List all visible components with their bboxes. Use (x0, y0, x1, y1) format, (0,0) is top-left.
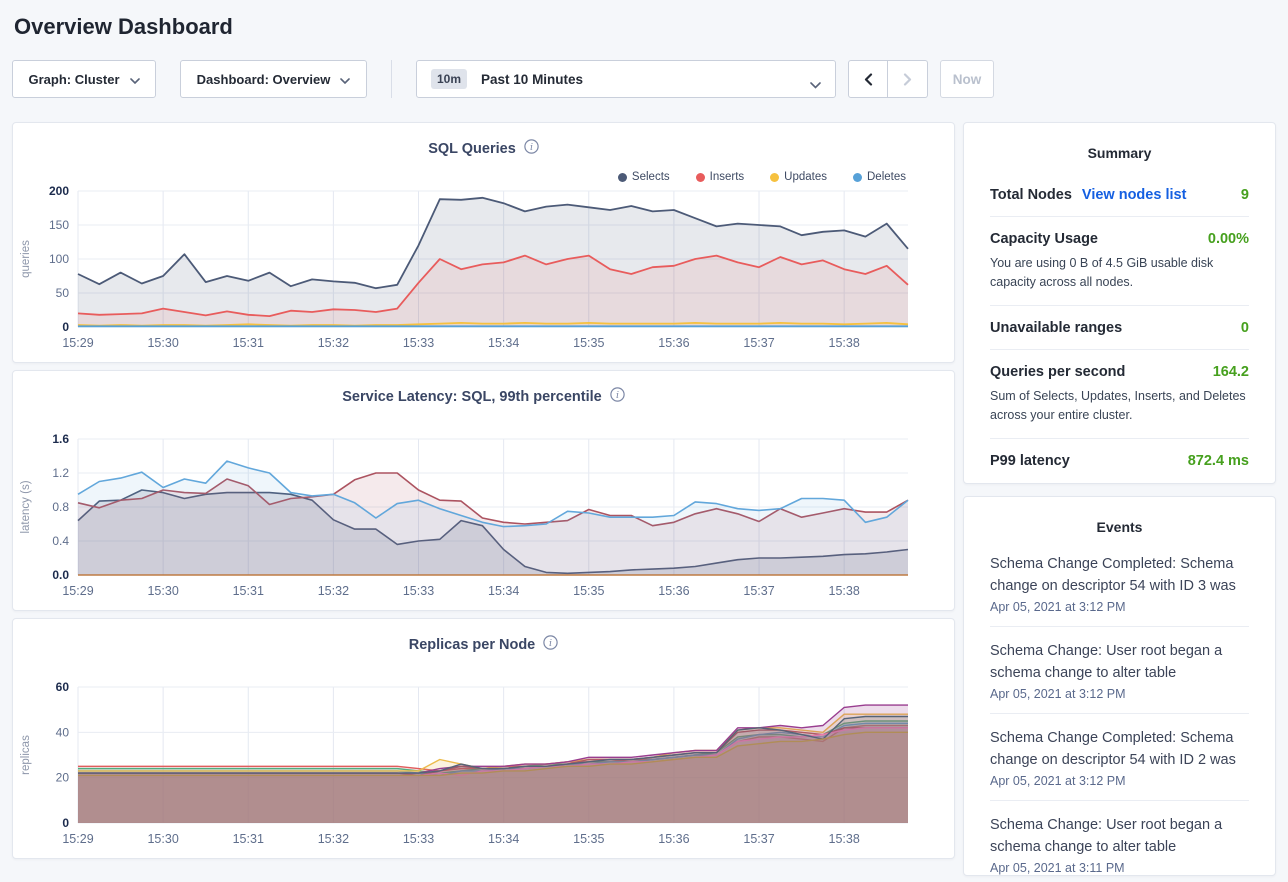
legend-item-inserts (696, 171, 745, 183)
legend-item-updates (770, 171, 827, 183)
summary-label: P99 latency (990, 453, 1070, 469)
chevron-down-icon (130, 72, 140, 87)
svg-text:15:31: 15:31 (232, 336, 264, 350)
summary-label: Unavailable ranges (990, 320, 1123, 336)
svg-text:50: 50 (55, 286, 69, 300)
summary-value: 164.2 (1212, 364, 1249, 380)
chart-legend (13, 169, 906, 185)
svg-text:200: 200 (48, 185, 69, 198)
event-timestamp: Apr 05, 2021 at 3:12 PM (990, 687, 1126, 701)
chevron-down-icon (810, 77, 821, 92)
svg-text:15:30: 15:30 (147, 832, 179, 846)
svg-text:15:34: 15:34 (488, 584, 520, 598)
dashboard-dropdown[interactable] (180, 60, 367, 98)
legend-label: Updates (784, 171, 827, 183)
svg-text:15:30: 15:30 (147, 336, 179, 350)
summary-description: You are using 0 B of 4.5 GiB usable disk capacity across all nodes. (990, 256, 1214, 289)
view-nodes-link[interactable]: View nodes list (1081, 187, 1187, 203)
sidebar (963, 122, 1276, 876)
svg-text:15:35: 15:35 (573, 336, 605, 350)
summary-item-total-nodes (990, 167, 1249, 216)
time-range-badge: 10m (431, 69, 467, 89)
time-range-pager (848, 60, 928, 98)
summary-item-capacity-usage (990, 216, 1249, 305)
summary-value: 0 (1240, 320, 1249, 336)
summary-value: 872.4 ms (1187, 453, 1249, 469)
svg-text:15:38: 15:38 (828, 832, 860, 846)
summary-title: Summary (1087, 145, 1152, 161)
summary-item-queries-per-second (990, 349, 1249, 438)
svg-text:0.4: 0.4 (52, 534, 69, 548)
charts-column (12, 122, 955, 859)
overview-dashboard-page (0, 14, 1288, 876)
svg-text:15:31: 15:31 (232, 584, 264, 598)
legend-item-deletes (853, 171, 906, 183)
page-title: Overview Dashboard (14, 14, 233, 39)
summary-label: Queries per second (990, 364, 1126, 380)
graph-dropdown-label: Graph: Cluster (28, 71, 120, 87)
chart-title: SQL Queries (428, 141, 516, 157)
replicas-per-node-chart[interactable] (13, 681, 954, 849)
summary-value: 0.00% (1207, 231, 1249, 247)
svg-text:150: 150 (48, 218, 69, 232)
summary-value: 9 (1240, 187, 1249, 203)
svg-text:15:33: 15:33 (402, 336, 435, 350)
summary-item-p99-latency (990, 438, 1249, 482)
event-item[interactable] (990, 541, 1249, 626)
svg-text:i: i (549, 638, 553, 649)
events-panel (963, 496, 1276, 876)
event-timestamp: Apr 05, 2021 at 3:12 PM (990, 600, 1126, 614)
time-range-label: Past 10 Minutes (481, 71, 584, 87)
svg-text:i: i (529, 142, 533, 153)
svg-text:15:37: 15:37 (743, 584, 775, 598)
sql-queries-card (12, 122, 955, 363)
svg-text:latency (s): latency (s) (20, 480, 32, 534)
svg-text:i: i (615, 390, 619, 401)
svg-text:15:29: 15:29 (62, 584, 94, 598)
info-icon[interactable] (543, 635, 558, 655)
svg-text:15:37: 15:37 (743, 336, 775, 350)
svg-text:15:32: 15:32 (317, 832, 350, 846)
chevron-down-icon (340, 72, 350, 87)
event-text: Schema Change Completed: Schema change on descriptor 54 with ID 2 was (990, 730, 1236, 768)
svg-text:0.0: 0.0 (52, 568, 69, 582)
graph-dropdown[interactable] (12, 60, 156, 98)
legend-label: Selects (631, 171, 670, 183)
info-icon[interactable] (610, 387, 625, 407)
svg-text:15:38: 15:38 (828, 336, 860, 350)
now-button[interactable]: Now (940, 60, 994, 98)
svg-text:15:36: 15:36 (658, 584, 690, 598)
svg-text:1.2: 1.2 (52, 466, 69, 480)
svg-text:0: 0 (62, 320, 69, 334)
svg-text:15:32: 15:32 (317, 584, 350, 598)
main-content (12, 122, 1276, 876)
svg-text:15:29: 15:29 (62, 336, 94, 350)
summary-panel (963, 122, 1276, 484)
legend-item-selects (618, 171, 670, 183)
svg-text:15:29: 15:29 (62, 832, 94, 846)
summary-description: Sum of Selects, Updates, Inserts, and Deletes across your entire cluster. (990, 389, 1246, 422)
svg-text:60: 60 (55, 681, 69, 694)
prev-range-button[interactable] (848, 60, 888, 98)
time-range-selector[interactable] (416, 60, 836, 98)
svg-text:15:36: 15:36 (658, 832, 690, 846)
svg-text:15:34: 15:34 (488, 832, 520, 846)
svg-text:15:32: 15:32 (317, 336, 350, 350)
next-range-button[interactable] (888, 60, 928, 98)
legend-dot (853, 173, 862, 182)
service-latency-chart[interactable] (13, 433, 954, 601)
legend-label: Inserts (709, 171, 745, 183)
info-icon[interactable] (524, 139, 539, 159)
svg-text:15:35: 15:35 (573, 584, 605, 598)
svg-text:40: 40 (55, 725, 69, 740)
svg-text:queries: queries (20, 240, 32, 278)
event-item[interactable] (990, 713, 1249, 800)
chart-title: Service Latency: SQL, 99th percentile (342, 389, 602, 405)
replicas-per-node-card (12, 618, 955, 859)
svg-text:15:33: 15:33 (402, 832, 435, 846)
summary-item-unavailable-ranges (990, 305, 1249, 349)
event-item[interactable] (990, 626, 1249, 713)
event-item[interactable] (990, 800, 1249, 876)
events-title: Events (1096, 519, 1143, 535)
svg-text:1.6: 1.6 (52, 433, 69, 446)
svg-text:20: 20 (55, 770, 69, 785)
svg-text:100: 100 (48, 252, 69, 266)
svg-text:15:37: 15:37 (743, 832, 775, 846)
toolbar (12, 60, 1276, 98)
event-timestamp: Apr 05, 2021 at 3:11 PM (990, 861, 1125, 875)
svg-text:15:33: 15:33 (402, 584, 435, 598)
legend-dot (618, 173, 627, 182)
svg-text:15:31: 15:31 (232, 832, 264, 846)
legend-dot (770, 173, 779, 182)
event-timestamp: Apr 05, 2021 at 3:12 PM (990, 774, 1126, 788)
toolbar-divider (391, 60, 392, 98)
event-text: Schema Change: User root began a schema change to alter table (990, 817, 1223, 855)
chart-title: Replicas per Node (408, 637, 536, 653)
sql-queries-chart[interactable] (13, 185, 954, 353)
service-latency-card (12, 370, 955, 611)
svg-text:15:34: 15:34 (488, 336, 520, 350)
summary-label: Total Nodes (990, 187, 1072, 203)
svg-text:0: 0 (62, 816, 69, 830)
svg-text:15:36: 15:36 (658, 336, 690, 350)
svg-text:replicas: replicas (20, 735, 32, 775)
svg-text:0.8: 0.8 (52, 500, 69, 514)
legend-label: Deletes (867, 171, 906, 183)
svg-text:15:30: 15:30 (147, 584, 179, 598)
event-text: Schema Change Completed: Schema change on descriptor 54 with ID 3 was (990, 556, 1236, 594)
legend-dot (696, 173, 705, 182)
event-text: Schema Change: User root began a schema change to alter table (990, 643, 1223, 681)
summary-label: Capacity Usage (990, 231, 1098, 247)
svg-text:15:35: 15:35 (573, 832, 605, 846)
svg-text:15:38: 15:38 (828, 584, 860, 598)
dashboard-dropdown-label: Dashboard: Overview (196, 71, 331, 87)
